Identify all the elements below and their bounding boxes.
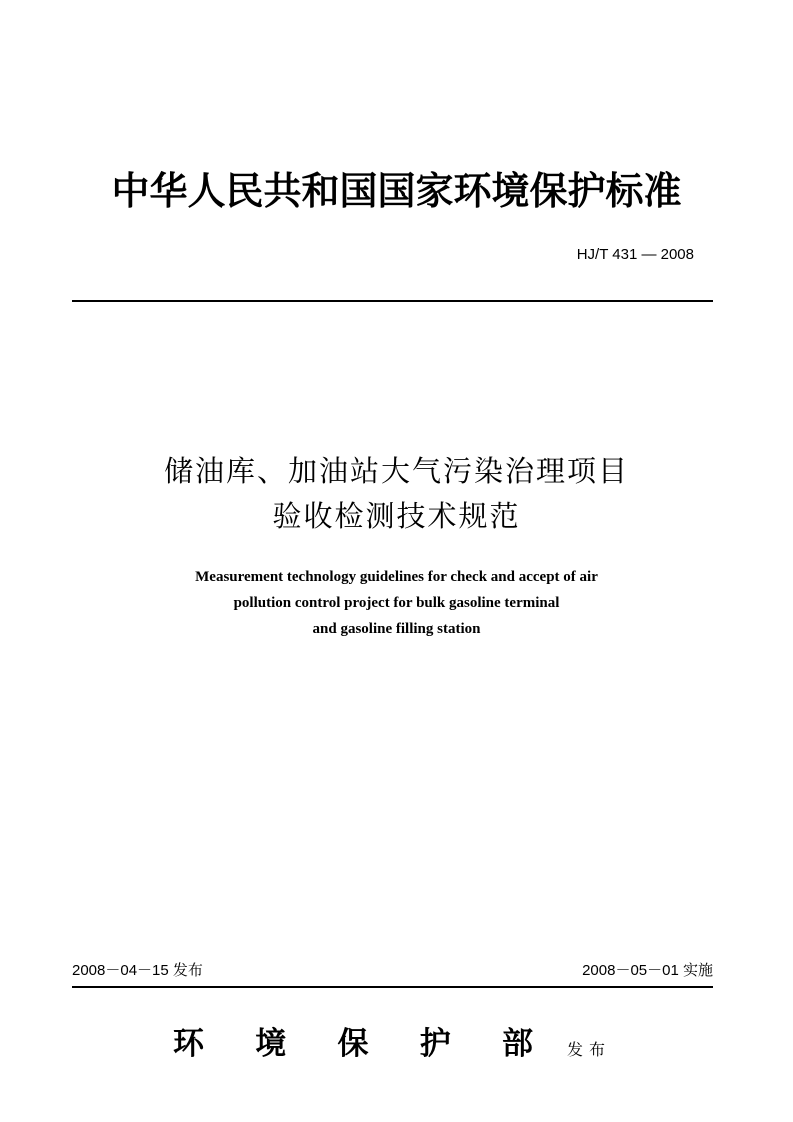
issuer-char: 保 bbox=[337, 1026, 369, 1062]
implementation-date: 2008－05－01 实施 bbox=[582, 962, 713, 979]
issuer-char: 部 bbox=[502, 1026, 533, 1062]
english-title-line-2: pollution control project for bulk gasoline terminal bbox=[233, 595, 560, 611]
standard-category-title: 中华人民共和国国家环境保护标准 bbox=[111, 168, 682, 213]
header-divider bbox=[72, 300, 713, 302]
issuer-char: 环 bbox=[173, 1026, 204, 1062]
issuing-authority bbox=[173, 1024, 533, 1064]
chinese-title-line-2: 验收检测技术规范 bbox=[272, 499, 521, 533]
standard-number: HJ/T 431 — 2008 bbox=[576, 246, 694, 263]
english-title-line-3: and gasoline filling station bbox=[312, 621, 481, 637]
issuer-char: 护 bbox=[419, 1026, 451, 1062]
english-title-line-1: Measurement technology guidelines for check and accept of air bbox=[195, 569, 598, 585]
issuer-char: 境 bbox=[255, 1026, 287, 1062]
issuer-suffix: 发布 bbox=[567, 1040, 612, 1059]
chinese-title-line-1: 储油库、加油站大气污染治理项目 bbox=[163, 454, 629, 488]
issue-date: 2008－04－15 发布 bbox=[72, 962, 203, 979]
footer-divider bbox=[72, 986, 713, 988]
